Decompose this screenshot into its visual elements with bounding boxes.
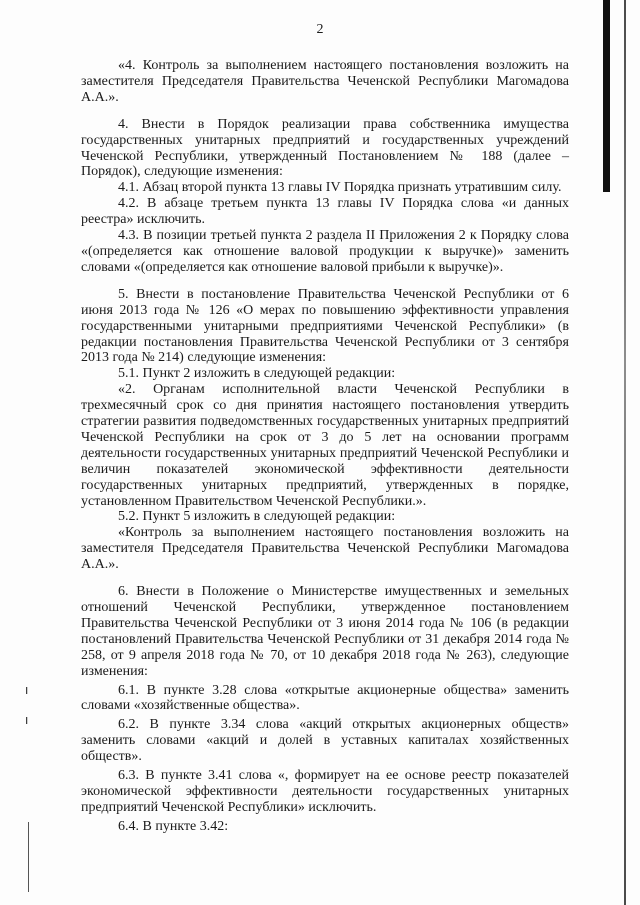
paragraph: 6.2. В пункте 3.34 слова «акций открытых акционерных обществ» заменить словами «акций и долей в уставных капиталах хозяйственных обществ».	[81, 717, 569, 765]
paragraph: 4.2. В абзаце третьем пункта 13 главы IV Порядка слова «и данных реестра» исключить.	[81, 196, 569, 228]
scan-mark: ı	[25, 713, 29, 727]
paragraph: 6.4. В пункте 3.42:	[118, 818, 229, 834]
paragraph: 4. Внести в Порядок реализации права собственника имущества государственных унитарных предприятий и государственных учреждений Чеченской Республики, утвержденный Постановлением № 188 (далее – Порядок), следующие изменения:	[81, 116, 569, 180]
paragraph: 4.3. В позиции третьей пункта 2 раздела II Приложения 2 к Порядку слова «(определяется как отношение валовой продукции к выручке)» заменить словами «(определяется как отношение валовой прибыли к выручке)».	[81, 228, 569, 275]
paragraph: 5. Внести в постановление Правительства Чеченской Республики от 6 июня 2013 года № 126 «О мерах по повышению эффективности управления государственными унитарными предприятиями Чеченской Республики» (в редакции постановления Правительства Чеченской Республики от 3 сентября 2013 года № 214) следующие изменения:	[81, 286, 569, 366]
scan-mark	[28, 822, 29, 892]
scan-mark: ı	[25, 683, 29, 697]
paragraph: 6.1. В пункте 3.28 слова «открытые акционерные общества» заменить словами «хозяйственные общества».	[81, 682, 569, 714]
document-body	[81, 58, 569, 835]
paragraph: 6. Внести в Положение о Министерстве имущественных и земельных отношений Чеченской Республики, утвержденное постановлением Правительства Чеченской Республики от 3 июня 2014 года № 106 (в редакции постановлений Правительства Чеченской Республики от 31 декабря 2014 года № 258, от 9 апреля 2018 года № 70, от 10 декабря 2018 года № 263), следующие изменения:	[81, 584, 569, 679]
paragraph: «4. Контроль за выполнением настоящего постановления возложить на заместителя Председателя Правительства Чеченской Республики Магомадова А.А.».	[81, 58, 569, 105]
page-number: 2	[316, 22, 324, 37]
paragraph: 5.2. Пункт 5 изложить в следующей редакции:	[118, 509, 396, 525]
paragraph: 6.3. В пункте 3.41 слова «, формирует на ее основе реестр показателей экономической эффективности деятельности государственных унитарных предприятий Чеченской Республики» исключить.	[81, 768, 569, 815]
paragraph: «Контроль за выполнением настоящего постановления возложить на заместителя Председателя Правительства Чеченской Республики Магомадова А.А.».	[81, 525, 569, 573]
paragraph: 5.1. Пункт 2 изложить в следующей редакции:	[118, 366, 396, 382]
paragraph: «2. Органам исполнительной власти Чеченской Республики в трехмесячный срок со дня принятия настоящего постановления утвердить стратегии развития подведомственных государственных унитарных предприятий Чеченской Республики на срок от 3 до 5 лет на основании программ деятельности государственных унитарных предприятий Чеченской Республики и величин показателей экономической эффективности деятельности государственных унитарных предприятий, утвержденных в порядке, установленном Правительством Чеченской Республики.».	[81, 382, 569, 509]
paragraph: 4.1. Абзац второй пункта 13 главы IV Порядка признать утратившим силу.	[118, 180, 562, 196]
scan-edge-line	[624, 0, 626, 905]
